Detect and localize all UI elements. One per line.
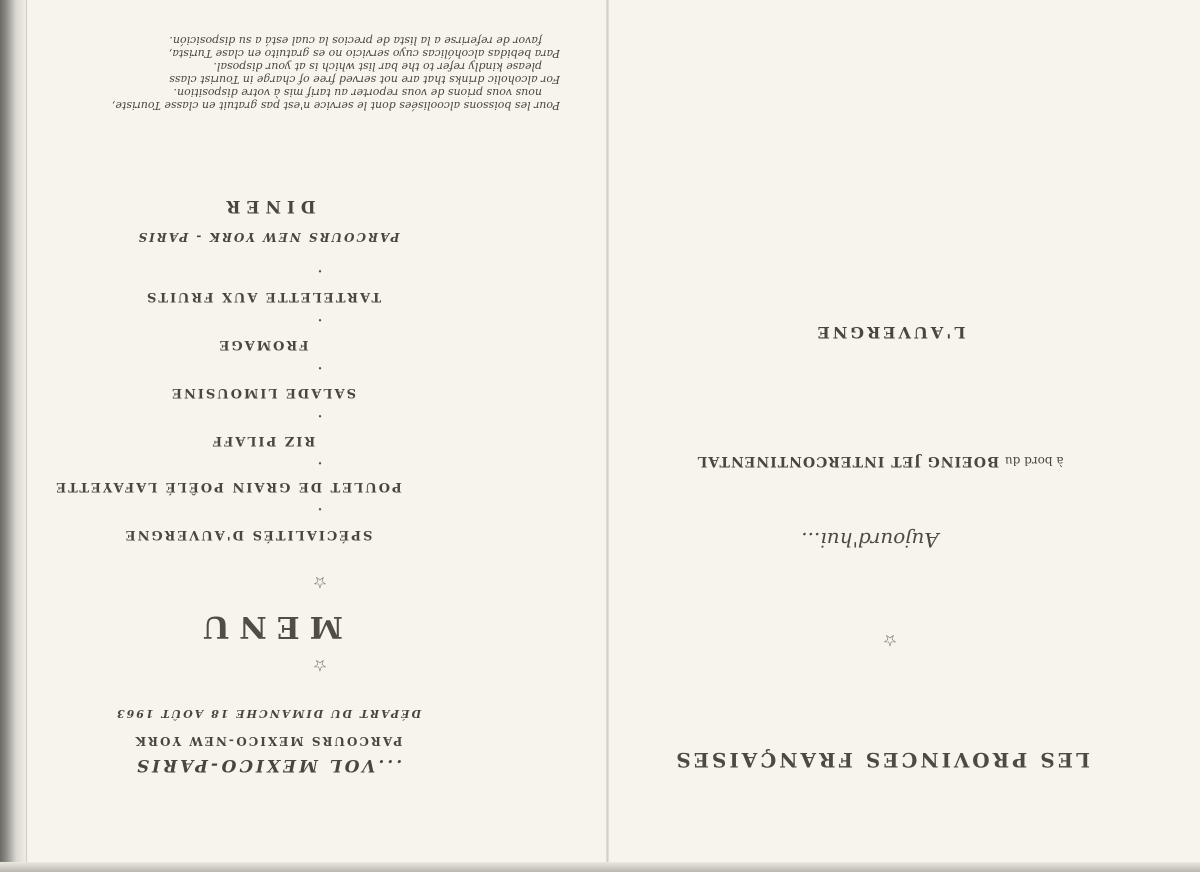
bullet-dot: •	[317, 458, 323, 467]
bullet-dot: •	[317, 504, 323, 513]
bullet-dot: •	[317, 363, 323, 372]
aboard-prefix: à bord du	[1004, 454, 1064, 468]
bullet-dot: •	[317, 266, 323, 275]
dish-item: RIZ PILAFF	[210, 433, 316, 448]
today-heading: Aujourd'hui...	[801, 528, 939, 552]
departure-date: DÉPART DU DIMANCHE 18 AOÛT 1963	[114, 707, 422, 720]
notice-line: Para bebidas alcohólicas cuyo servicio no es gratuito en clase Turista,	[168, 47, 560, 60]
meal-title: DINER	[220, 196, 316, 216]
region-title: L'AUVERGNE	[814, 323, 966, 342]
notice-line: Pour les boissons alcoolisées dont le service n'est pas gratuit en classe Touriste,	[111, 99, 560, 112]
dish-item: SALADE LIMOUSINE	[170, 385, 356, 400]
notice-line: For alcoholic drinks that are not served free of charge in Tourist class	[169, 73, 560, 86]
notice-line: please kindly refer to the bar list which is at your disposal.	[213, 60, 542, 73]
cover-title: LES PROVINCES FRANÇAISES	[673, 748, 1090, 772]
aircraft-name: BOEING JET INTERCONTINENTAL	[696, 453, 1000, 469]
dish-item: SPÉCIALITÉS D'AUVERGNE	[123, 527, 373, 542]
dish-item: TARTELETTE AUX FRUITS	[144, 289, 382, 304]
dish-item: FROMAGE	[217, 337, 309, 352]
route-line: PARCOURS MEXICO-NEW YORK	[133, 734, 403, 748]
notice-line: nous vous prions de vous reporter au tarif mis à votre disposition.	[173, 86, 542, 99]
bullet-dot: •	[317, 411, 323, 420]
star-icon: ☆	[882, 631, 898, 650]
star-icon: ☆	[312, 656, 328, 675]
bullet-dot: •	[317, 315, 323, 324]
drinks-notice	[40, 34, 560, 112]
flight-heading: ...VOL MEXICO-PARIS	[133, 755, 403, 775]
aircraft-line	[670, 453, 1090, 469]
notice-line: favor de referirse a la lista de precios la cual está a su disposición.	[169, 34, 542, 47]
dish-item: POULET DE GRAIN POÊLÉ LAFAYETTE	[54, 479, 402, 494]
route-line: PARCOURS NEW YORK - PARIS	[136, 230, 400, 244]
star-icon: ☆	[312, 573, 328, 592]
menu-title: MENU	[193, 609, 343, 644]
